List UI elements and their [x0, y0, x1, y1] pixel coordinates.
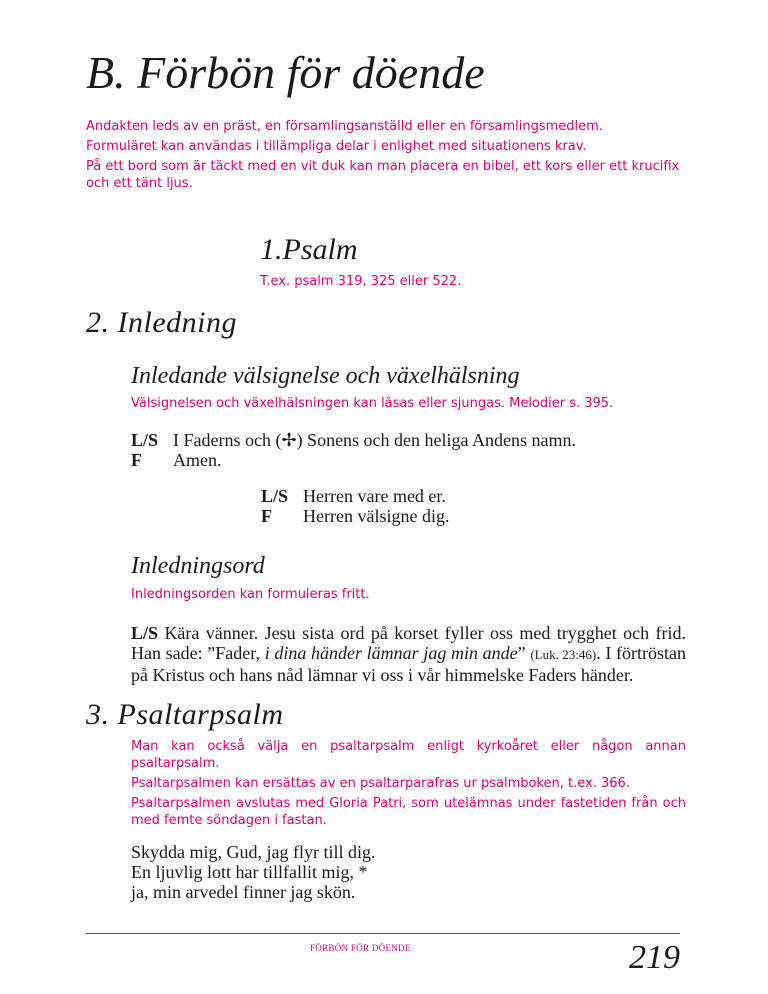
section1-rubric: T.ex. psalm 319, 325 eller 522. [260, 274, 462, 289]
rubric-line: Andakten leds av en präst, en församlingsanställd eller en församlingsmedlem. [86, 119, 603, 134]
rubric-line: Psaltarpsalmen kan ersättas av en psaltarparafras ur psalmboken, t.ex. 366. [131, 776, 630, 791]
blessing-text-post: ) Sonens och den heliga Andens namn. [296, 430, 577, 450]
blessing-block [131, 430, 691, 470]
rubric-line: På ett bord som är täckt med en vit duk kan man placera en bibel, ett kors eller ett krucifix och ett tänt ljus. [86, 159, 680, 191]
subheading-inledningsord: Inledningsord [131, 553, 265, 579]
section-heading-psaltarpsalm: 3. Psaltarpsalm [86, 698, 284, 731]
bible-reference: (Luk. 23:46) [530, 647, 597, 662]
greeting-block [261, 486, 661, 526]
psaltarpsalm-rubrics [131, 738, 686, 832]
speaker-label: L/S [261, 486, 289, 506]
speaker-label: L/S [131, 623, 159, 643]
rubric-line: Man kan också välja en psaltarpsalm enligt kyrkoåret eller någon annan psaltarpsalm. [131, 739, 686, 771]
quote-close: ” [517, 643, 531, 663]
inledningsord-rubric: Inledningsorden kan formuleras fritt. [131, 587, 370, 602]
greeting-text: Herren välsigne dig. [303, 506, 450, 526]
page-title: B. Förbön för döende [86, 47, 485, 98]
speaker-label: F [261, 506, 272, 526]
speaker-label: L/S [131, 430, 159, 450]
greeting-line [261, 486, 661, 506]
running-title: FÖRBÖN FÖR DÖENDE [310, 943, 411, 953]
blessing-line [131, 430, 691, 450]
blessing-text-pre: I Faderns och ( [173, 430, 282, 450]
speaker-label: F [131, 450, 142, 470]
valsignelse-rubric: Välsignelsen och växelhälsningen kan läsas eller sjungas. Melodier s. 395. [131, 396, 614, 411]
greeting-line [261, 506, 661, 526]
response-text: Amen. [173, 450, 222, 470]
psalm-line: En ljuvlig lott har tillfallit mig, * [131, 862, 368, 882]
blessing-line [131, 450, 691, 470]
footer-rule [86, 933, 680, 934]
page-number: 219 [629, 939, 680, 976]
rubric-line: Psaltarpsalmen avslutas med Gloria Patri, som utelämnas under fastetiden från och med femte söndagen i fastan. [131, 796, 686, 828]
cross-icon: ✢ [281, 430, 297, 450]
paragraph-text: Kära vänner. Jesu sista ord på korset fyller oss med trygghet och frid. Han sade: ”Fader, [131, 623, 687, 663]
paragraph-text-end: . I förtröstan på Kristus och hans nåd lämnar vi oss i vår himmelske Faders händer. [131, 643, 686, 685]
quote-italic: i dina händer lämnar jag min ande [264, 643, 518, 663]
rubric-line: Formuläret kan användas i tillämpliga delar i enlighet med situationens krav. [86, 139, 587, 154]
inledningsord-paragraph [131, 623, 686, 685]
psalm-line: ja, min arvedel finner jag skön. [131, 882, 356, 902]
section-heading-inledning: 2. Inledning [86, 306, 237, 339]
psalm-text [131, 842, 631, 902]
intro-rubrics [86, 118, 686, 195]
subheading-valsignelse: Inledande välsignelse och växelhälsning [131, 363, 520, 389]
section-heading-psalm: 1.Psalm [260, 233, 358, 266]
greeting-text: Herren vare med er. [303, 486, 446, 506]
psalm-line: Skydda mig, Gud, jag flyr till dig. [131, 842, 376, 862]
